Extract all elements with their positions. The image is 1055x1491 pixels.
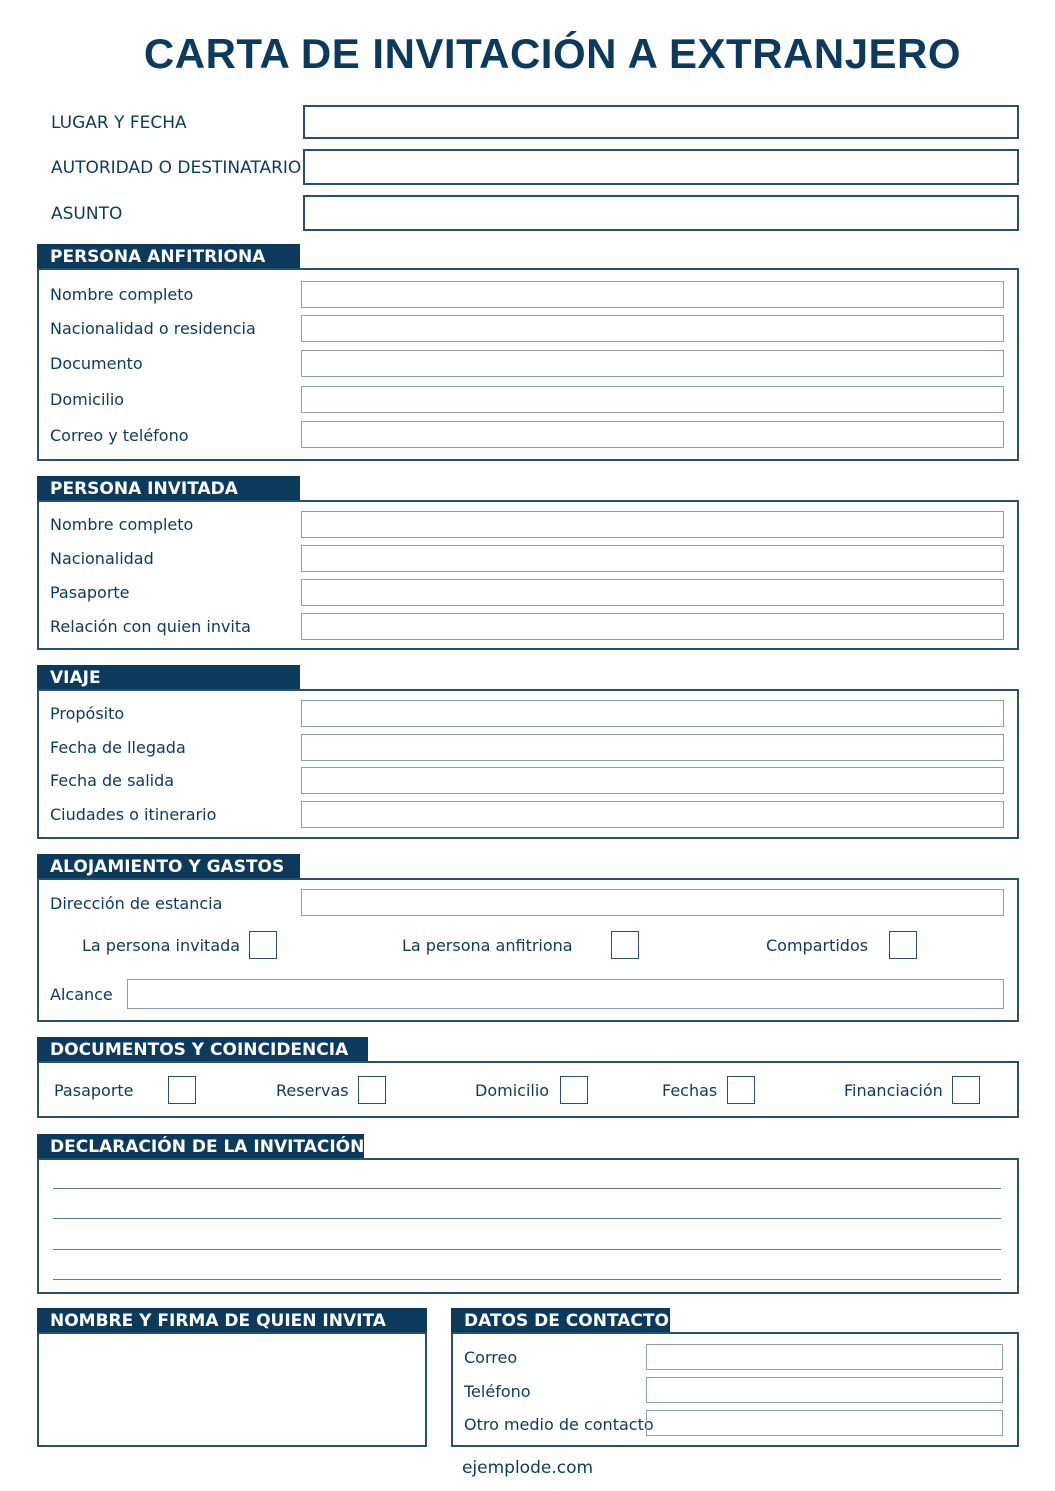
contact-email-field[interactable]	[646, 1344, 1003, 1370]
host-nationality-field[interactable]	[301, 315, 1004, 342]
trip-departure-field[interactable]	[301, 767, 1004, 794]
expense-option-host-checkbox[interactable]	[611, 931, 639, 959]
expense-option-host-label: La persona anfitriona	[402, 936, 573, 955]
guest-nationality-label: Nacionalidad	[50, 549, 154, 568]
trip-itinerary-label: Ciudades o itinerario	[50, 805, 217, 824]
declaration-section[interactable]	[37, 1158, 1019, 1294]
guest-passport-label: Pasaporte	[50, 583, 130, 602]
footer-site: ejemplode.com	[461, 1458, 594, 1478]
doc-reservations-label: Reservas	[276, 1081, 349, 1100]
trip-purpose-field[interactable]	[301, 700, 1004, 727]
host-address-field[interactable]	[301, 386, 1004, 413]
guest-full-name-label: Nombre completo	[50, 515, 194, 534]
doc-reservations-checkbox[interactable]	[358, 1076, 386, 1104]
host-nationality-label: Nacionalidad o residencia	[50, 319, 256, 338]
lodging-address-label: Dirección de estancia	[50, 894, 223, 913]
lodging-section-heading: ALOJAMIENTO Y GASTOS	[37, 854, 300, 880]
trip-arrival-field[interactable]	[301, 734, 1004, 761]
guest-section-heading: PERSONA INVITADA	[37, 476, 300, 502]
subject-label: ASUNTO	[51, 204, 123, 224]
guest-relation-field[interactable]	[301, 613, 1004, 640]
expense-option-shared-label: Compartidos	[766, 936, 869, 955]
guest-passport-field[interactable]	[301, 579, 1004, 606]
doc-dates-checkbox[interactable]	[727, 1076, 755, 1104]
doc-financing-checkbox[interactable]	[952, 1076, 980, 1104]
host-contact-label: Correo y teléfono	[50, 426, 189, 445]
declaration-line	[53, 1188, 1001, 1189]
host-section-heading: PERSONA ANFITRIONA	[37, 244, 300, 270]
contact-phone-field[interactable]	[646, 1377, 1003, 1403]
host-full-name-field[interactable]	[301, 281, 1004, 308]
host-document-label: Documento	[50, 354, 143, 373]
host-contact-field[interactable]	[301, 421, 1004, 448]
declaration-line	[53, 1218, 1001, 1219]
declaration-section-heading: DECLARACIÓN DE LA INVITACIÓN	[37, 1134, 364, 1160]
authority-label: AUTORIDAD O DESTINATARIO	[51, 158, 302, 178]
declaration-line	[53, 1249, 1001, 1250]
trip-section-heading: VIAJE	[37, 665, 300, 691]
doc-address-checkbox[interactable]	[560, 1076, 588, 1104]
expense-option-shared-checkbox[interactable]	[889, 931, 917, 959]
signature-box[interactable]	[37, 1332, 427, 1447]
page-title: CARTA DE INVITACIÓN A EXTRANJERO	[143, 30, 962, 77]
doc-passport-checkbox[interactable]	[168, 1076, 196, 1104]
doc-address-label: Domicilio	[475, 1081, 550, 1100]
guest-nationality-field[interactable]	[301, 545, 1004, 572]
guest-full-name-field[interactable]	[301, 511, 1004, 538]
declaration-line	[53, 1279, 1001, 1280]
place-date-field[interactable]	[303, 105, 1019, 139]
expense-option-guest-checkbox[interactable]	[249, 931, 277, 959]
subject-field[interactable]	[303, 195, 1019, 231]
doc-financing-label: Financiación	[844, 1081, 943, 1100]
doc-passport-label: Pasaporte	[54, 1081, 134, 1100]
trip-arrival-label: Fecha de llegada	[50, 738, 186, 757]
host-full-name-label: Nombre completo	[50, 285, 194, 304]
contact-phone-label: Teléfono	[464, 1382, 531, 1401]
contact-section-heading: DATOS DE CONTACTO	[451, 1308, 670, 1334]
trip-itinerary-field[interactable]	[301, 801, 1004, 828]
expense-option-guest-label: La persona invitada	[82, 936, 241, 955]
host-address-label: Domicilio	[50, 390, 125, 409]
authority-field[interactable]	[303, 149, 1019, 185]
signature-section-heading: NOMBRE Y FIRMA DE QUIEN INVITA	[37, 1308, 427, 1334]
trip-departure-label: Fecha de salida	[50, 771, 175, 790]
contact-other-field[interactable]	[646, 1410, 1003, 1436]
doc-dates-label: Fechas	[662, 1081, 718, 1100]
place-date-label: LUGAR Y FECHA	[51, 113, 187, 133]
lodging-scope-label: Alcance	[50, 985, 113, 1004]
contact-email-label: Correo	[464, 1348, 518, 1367]
contact-other-label: Otro medio de contacto	[464, 1415, 654, 1434]
guest-relation-label: Relación con quien invita	[50, 617, 251, 636]
lodging-address-field[interactable]	[301, 889, 1004, 916]
trip-purpose-label: Propósito	[50, 704, 125, 723]
host-document-field[interactable]	[301, 350, 1004, 377]
lodging-scope-field[interactable]	[127, 979, 1004, 1009]
documents-section-heading: DOCUMENTOS Y COINCIDENCIA	[37, 1037, 368, 1063]
